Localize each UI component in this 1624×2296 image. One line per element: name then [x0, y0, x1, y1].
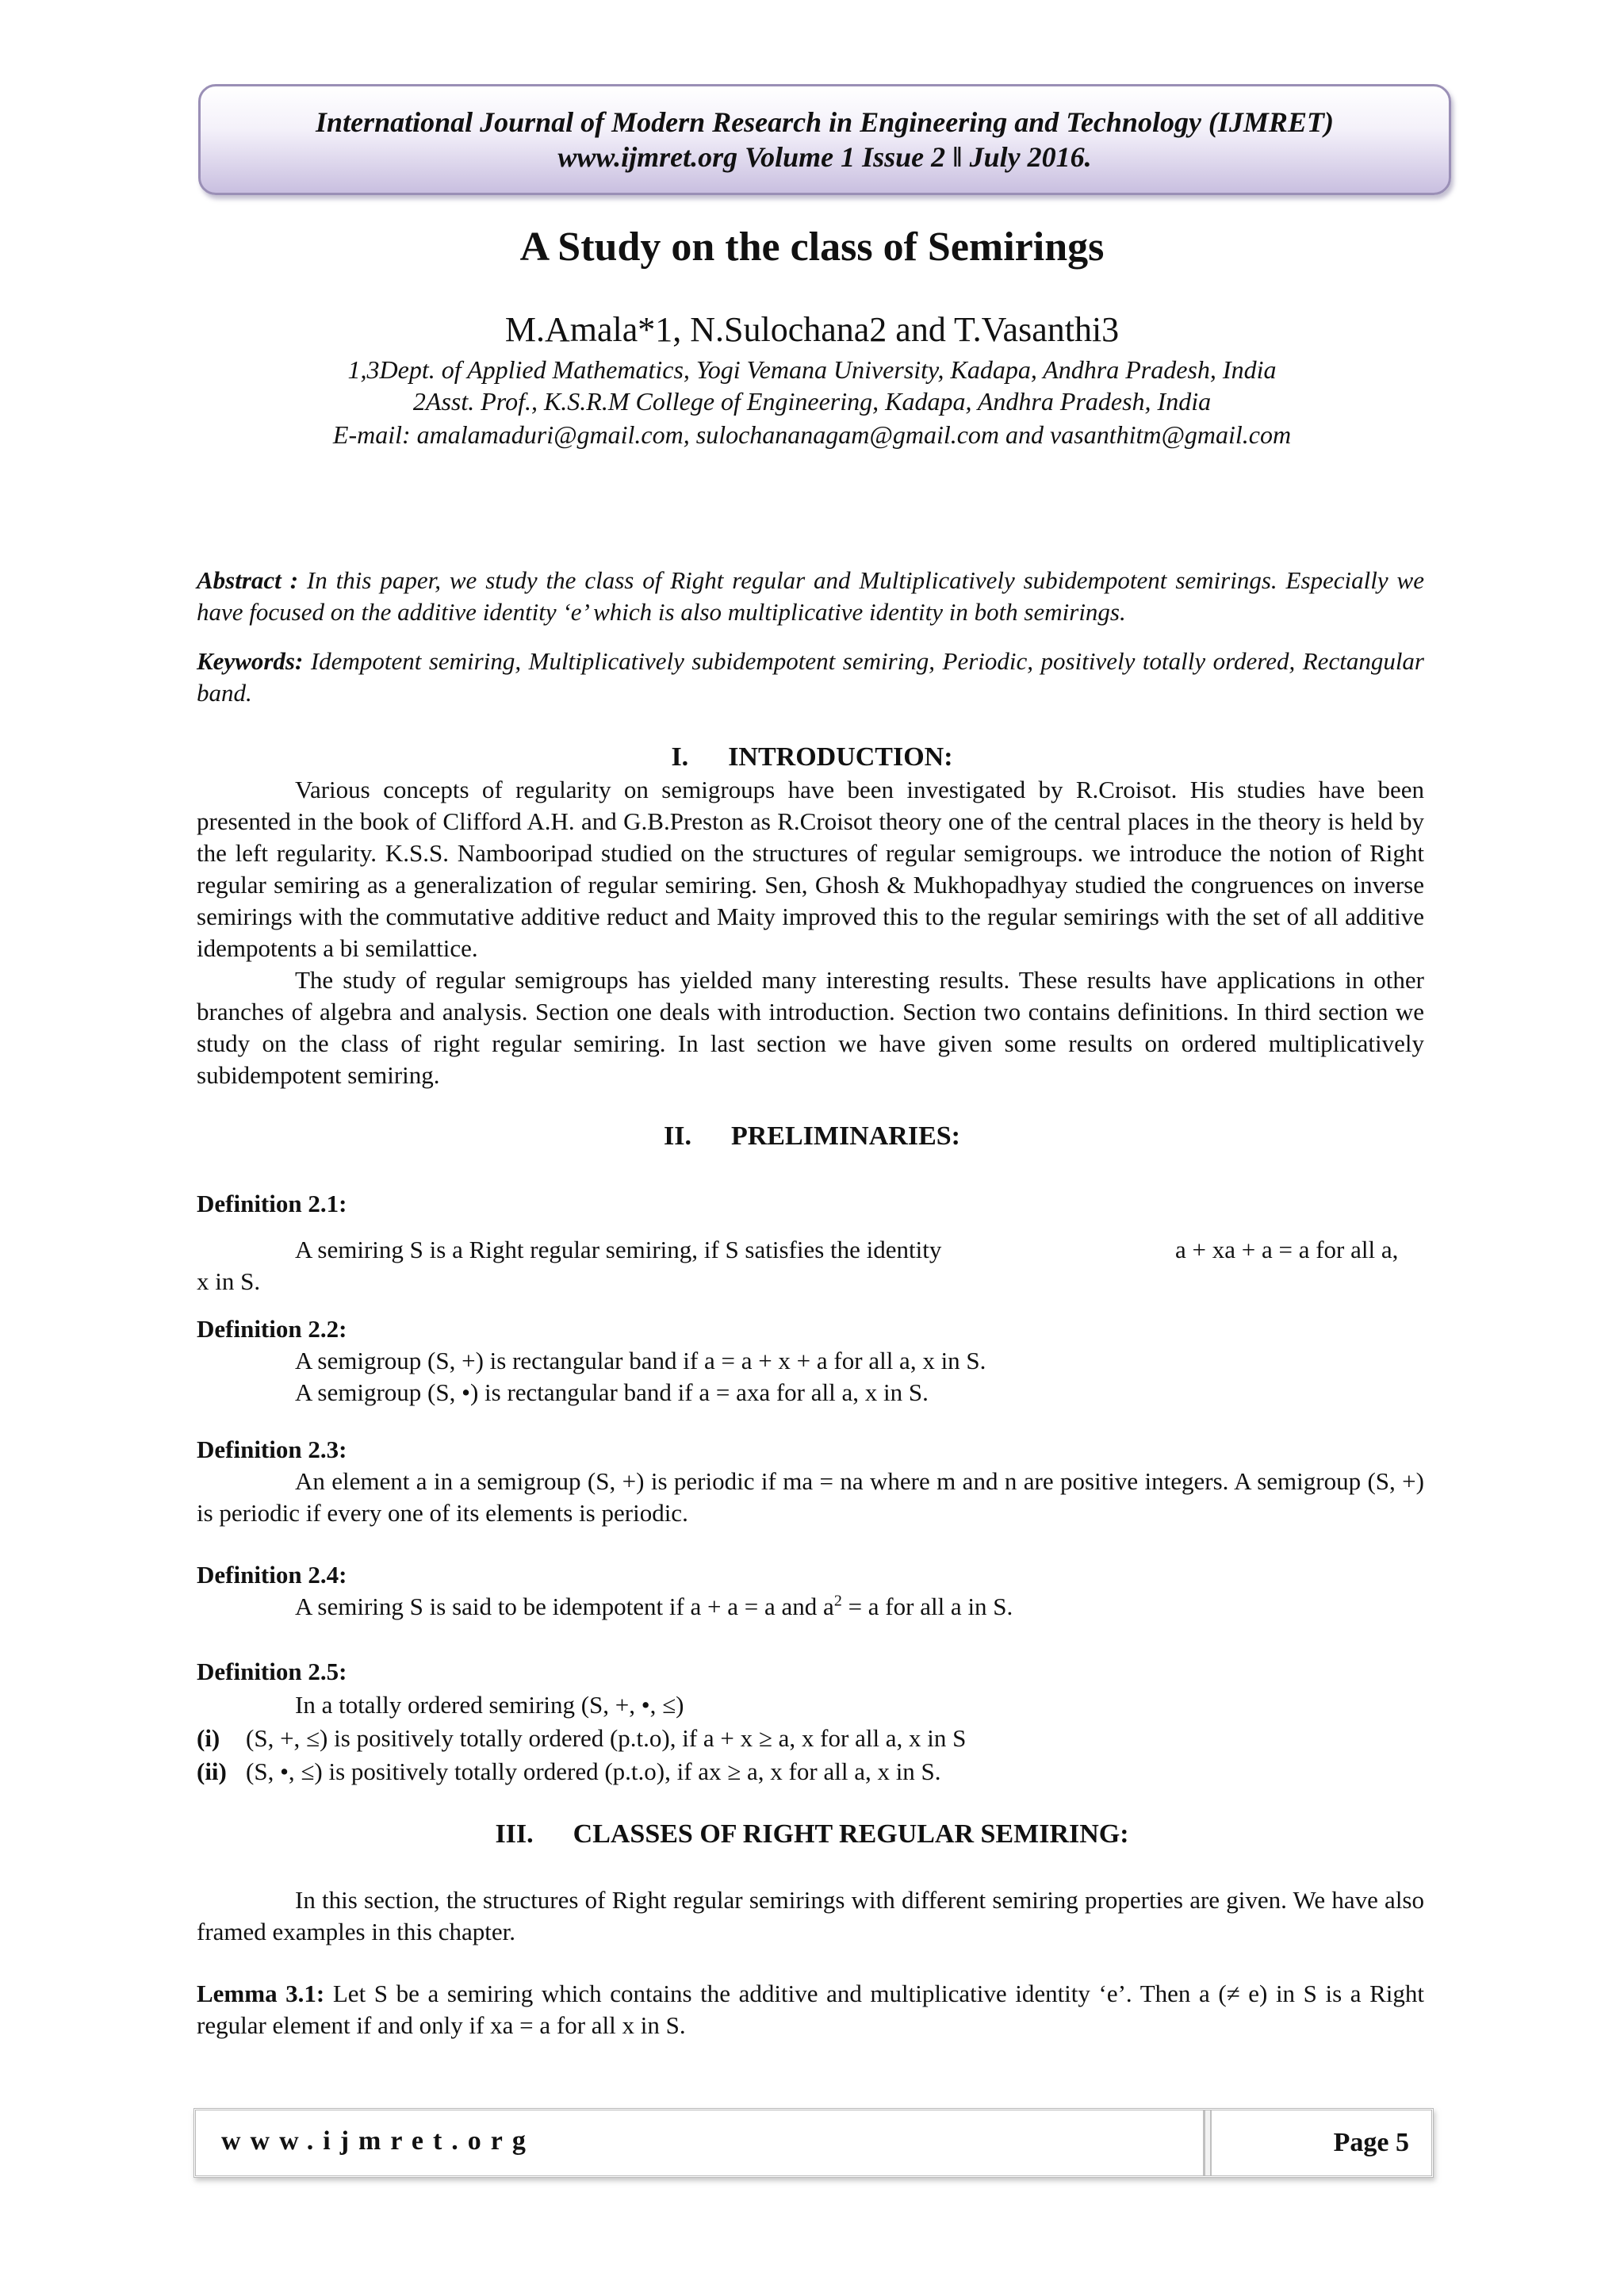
definition-2-5-item-2-label: (ii): [197, 1757, 227, 1785]
journal-issue: www.ijmret.org Volume 1 Issue 2 ǁ July 2016.: [557, 141, 1092, 173]
definition-2-4-text-b: = a for all a in S.: [841, 1593, 1013, 1620]
section-heading-classes: [0, 1819, 1624, 1849]
definition-2-4-heading: Definition 2.4:: [197, 1561, 347, 1589]
definition-2-3-body: [197, 1466, 1424, 1529]
exponent: 2: [833, 1592, 842, 1610]
section-number: I.: [671, 742, 689, 772]
affiliation-2: 2Asst. Prof., K.S.R.M College of Engineering, Kadapa, Andhra Pradesh, India: [412, 387, 1212, 416]
page-footer: [193, 2108, 1434, 2178]
definition-2-1-heading: Definition 2.1:: [197, 1190, 347, 1217]
definition-2-2-heading: Definition 2.2:: [197, 1315, 347, 1343]
keywords: [197, 646, 1424, 709]
affiliation-1: 1,3Dept. of Applied Mathematics, Yogi Vemana University, Kadapa, Andhra Pradesh, India: [347, 355, 1277, 384]
definition-2-4-text-a: A semiring S is said to be idempotent if a + a = a and a: [295, 1593, 834, 1620]
abstract: [197, 565, 1424, 628]
section-3-paragraph: In this section, the structures of Right regular semirings with different semiring properties are given. We have also framed examples in this chapter.: [197, 1886, 1424, 1945]
definition-2-1-continuation: x in S.: [197, 1267, 261, 1295]
definition-2-3-heading: Definition 2.3:: [197, 1435, 347, 1463]
definition-2-3-text: An element a in a semigroup (S, +) is periodic if ma = na where m and n are positive integers. A semigroup (S, +) is periodic if every one of its elements is periodic.: [197, 1467, 1424, 1527]
definition-2-2-line-1: A semigroup (S, +) is rectangular band if a = a + x + a for all a, x in S.: [295, 1347, 986, 1374]
introduction-paragraph-2: The study of regular semigroups has yielded many interesting results. These results have applications in other branches of algebra and analysis. Section one deals with introduction. Section two contains definitions. In third section we study on the class of right regular semiring. In last section we have given some results on ordered multiplicatively subidempotent semiring.: [197, 966, 1424, 1089]
journal-header-banner: [198, 84, 1451, 195]
definition-2-5-item-2: (S, •, ≤) is positively totally ordered (p.t.o), if ax ≥ a, x for all a, x in S.: [246, 1757, 941, 1785]
definition-2-1-formula: a + xa + a = a for all a,: [1175, 1236, 1399, 1263]
section-title: INTRODUCTION:: [728, 742, 953, 772]
definition-2-4-text: [295, 1591, 1013, 1623]
introduction-body: [197, 774, 1424, 1091]
lemma-3-1: [197, 1978, 1424, 2041]
page-number: Page 5: [1333, 2128, 1409, 2157]
definition-2-1-text: A semiring S is a Right regular semiring, if S satisfies the identity: [295, 1236, 942, 1263]
definition-2-5-item-1: (S, +, ≤) is positively totally ordered (p.t.o), if a + x ≥ a, x for all a, x in S: [246, 1724, 967, 1752]
footer-divider: [1203, 2110, 1212, 2175]
section-number: II.: [663, 1121, 691, 1151]
footer-website: www.ijmret.org: [221, 2126, 535, 2156]
section-title: CLASSES OF RIGHT REGULAR SEMIRING:: [573, 1819, 1129, 1849]
section-3-body: [197, 1884, 1424, 1948]
introduction-paragraph-1: Various concepts of regularity on semigroups have been investigated by R.Croisot. His studies have been presented in the book of Clifford A.H. and G.B.Preston as R.Croisot theory one of the central places in the theory is held by the left regularity. K.S.S. Nambooripad studied on the structures of regular semigroups. we introduce the notion of Right regular semiring as a generalization of regular semiring. Sen, Ghosh & Mukhopadhyay studied the congruences on inverse semirings with the commutative additive reduct and Maity improved this to the regular semirings with the set of all additive idempotents a bi semilattice.: [197, 776, 1424, 962]
abstract-label: Abstract :: [197, 566, 299, 594]
lemma-label: Lemma 3.1:: [197, 1980, 325, 2007]
keywords-label: Keywords:: [197, 647, 304, 675]
paper-title: A Study on the class of Semirings: [519, 224, 1105, 270]
lemma-text: Let S be a semiring which contains the additive and multiplicative identity ‘e’. Then a (≠ e) in S is a Right regular element if and only if xa = a for all x in S.: [197, 1980, 1425, 2039]
author-emails: E-mail: amalamaduri@gmail.com, sulochananagam@gmail.com and vasanthitm@gmail.com: [332, 420, 1292, 449]
section-heading-introduction: [0, 742, 1624, 772]
paper-authors: M.Amala*1, N.Sulochana2 and T.Vasanthi3: [504, 310, 1120, 349]
definition-2-5-item-1-label: (i): [197, 1724, 220, 1752]
abstract-text: In this paper, we study the class of Right regular and Multiplicatively subidempotent semirings. Especially we have focused on the additive identity ‘e’ which is also multiplicative identity in both semirings.: [197, 566, 1424, 626]
definition-2-5-heading: Definition 2.5:: [197, 1658, 347, 1685]
section-number: III.: [495, 1819, 534, 1849]
journal-name: International Journal of Modern Research in Engineering and Technology (IJMRET): [316, 106, 1334, 138]
section-heading-preliminaries: [0, 1121, 1624, 1152]
section-title: PRELIMINARIES:: [730, 1121, 960, 1151]
definition-2-2-line-2: A semigroup (S, •) is rectangular band if a = axa for all a, x in S.: [295, 1378, 929, 1406]
keywords-text: Idempotent semiring, Multiplicatively subidempotent semiring, Periodic, positively totally ordered, Rectangular band.: [197, 647, 1424, 707]
definition-2-5-intro: In a totally ordered semiring (S, +, •, ≤): [295, 1691, 684, 1719]
